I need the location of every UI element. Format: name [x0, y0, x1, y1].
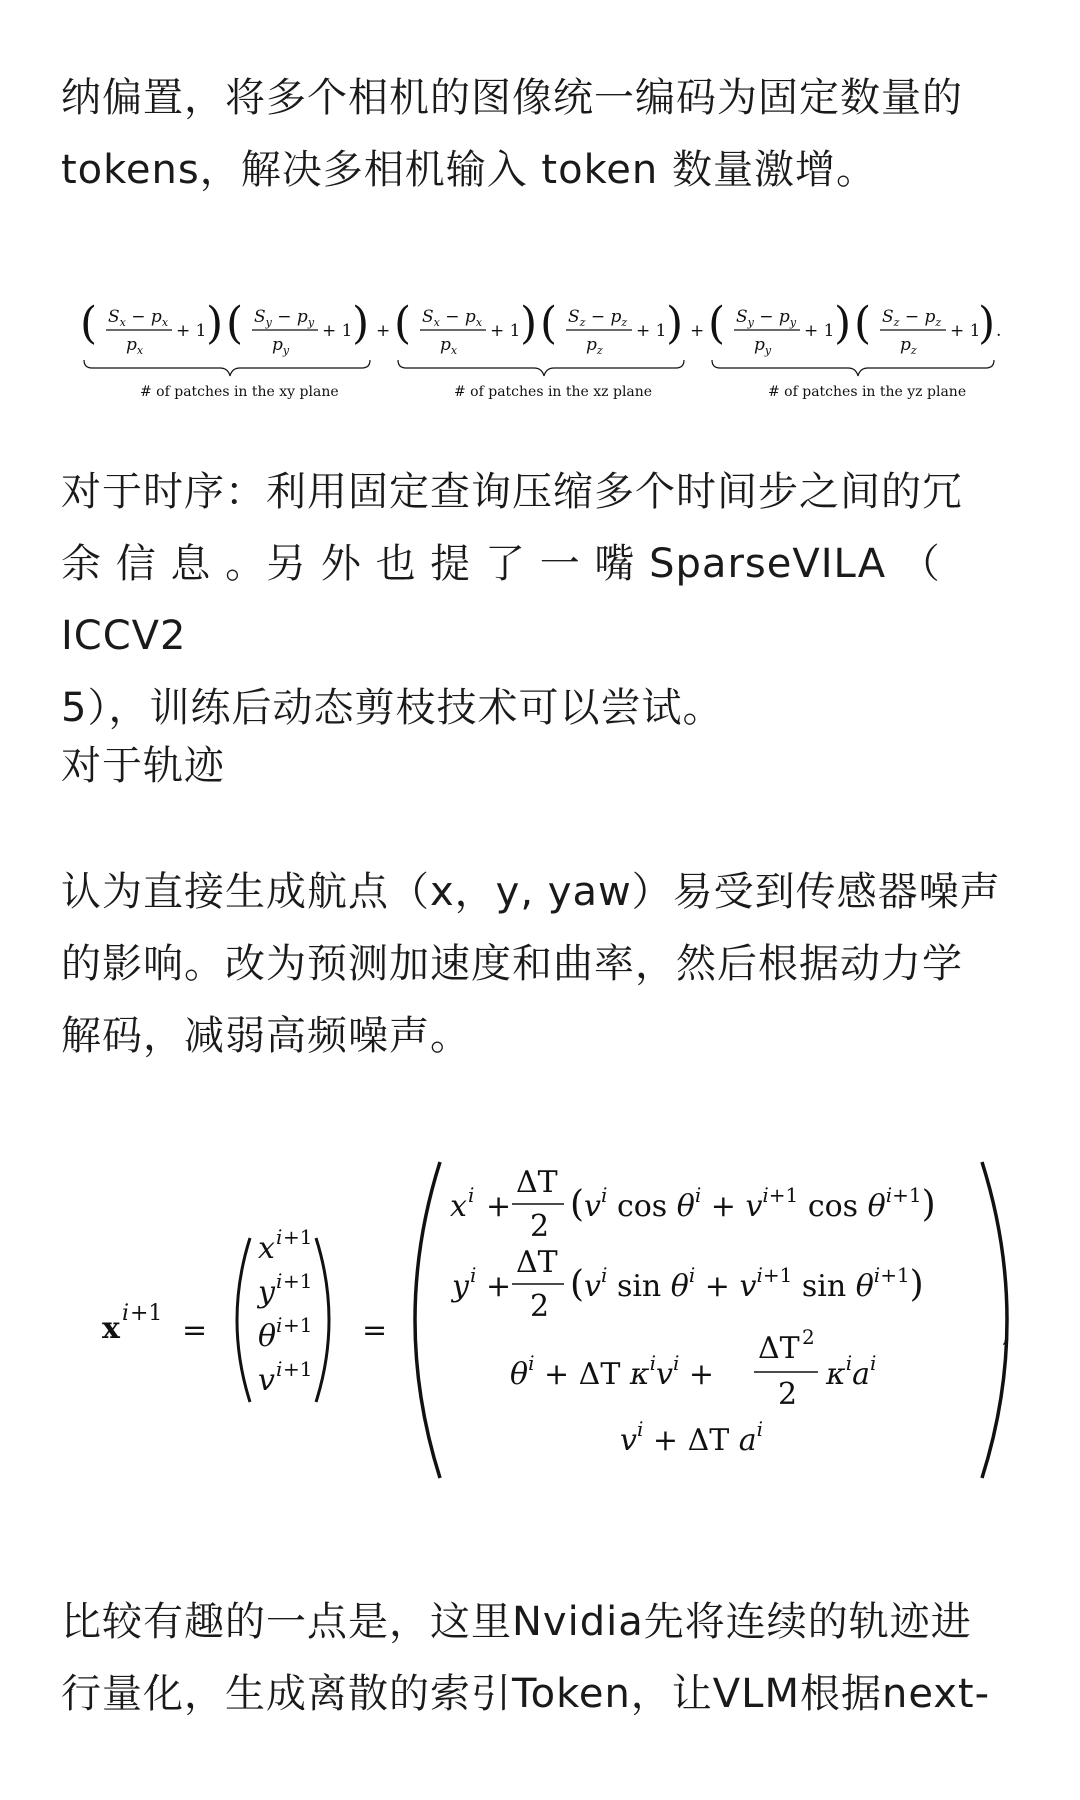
svg-text:2: 2 — [802, 1325, 815, 1349]
svg-text:.: . — [996, 321, 1002, 341]
svg-text:vi + ΔT ai: $v^i + \Delta T$ $a^i$ — [620, 1417, 764, 1458]
svg-text:Sx − px: $S_x - p_x$ — [108, 307, 169, 329]
svg-text:+1: +1 — [283, 1357, 313, 1381]
svg-text:,: , — [1002, 1323, 1009, 1348]
svg-text:v: v — [258, 1363, 275, 1398]
svg-text:+: + — [486, 1269, 512, 1304]
svg-text:py: $p_y$ — [754, 335, 772, 357]
p2-line3: 5），训练后动态剪枝技术可以尝试。 — [61, 685, 724, 731]
svg-text:): ) — [206, 298, 224, 349]
svg-text:+ 1: + 1 — [804, 321, 835, 341]
p4-line2: 的影响。改为预测加速度和曲率，然后根据动力学 — [61, 941, 963, 987]
svg-text:pz: $p_z$ — [586, 335, 603, 357]
svg-text:): ) — [666, 298, 684, 349]
p5-line1: 比较有趣的一点是，这里Nvidia先将连续的轨迹进 — [61, 1599, 972, 1645]
svg-text:+1: +1 — [283, 1313, 313, 1337]
svg-text:): ) — [520, 298, 538, 349]
svg-text:): ) — [834, 298, 852, 349]
svg-text:+ 1: + 1 — [636, 321, 667, 341]
svg-text:y: y — [258, 1275, 275, 1310]
p4-line1: 认为直接生成航点（x，y, yaw）易受到传感器噪声 — [61, 869, 1001, 915]
svg-text:+ 1: + 1 — [322, 321, 353, 341]
svg-text:): ) — [352, 298, 370, 349]
svg-text:(: ( — [540, 298, 558, 349]
svg-text:i: i — [276, 1225, 283, 1249]
svg-text:ΔT: ΔT — [516, 1245, 558, 1280]
svg-text:(: ( — [394, 298, 412, 349]
svg-text:(vi sin θi + vi+1 sin θi+1): ($v^i$ $\sin \theta^i + v^{i+1}$ $\sin \theta^{i+1}$) — [570, 1263, 924, 1305]
svg-text:(: ( — [708, 298, 726, 349]
brace-label-xy: # of patches in the xy plane — [140, 384, 339, 400]
svg-text:x: x — [102, 1311, 120, 1346]
svg-text:2: 2 — [530, 1289, 550, 1324]
svg-text:θi + ΔT κivi +: $\theta^i + \Delta T$ $\kappa^iv^i$ + — [510, 1351, 715, 1392]
svg-text:pz: $p_z$ — [900, 335, 917, 357]
svg-text:+: + — [690, 321, 705, 341]
kinematic-formula — [90, 1150, 1030, 1490]
svg-text:+: + — [376, 321, 391, 341]
p1-line2: tokens，解决多相机输入 token 数量激增。 — [61, 147, 877, 193]
svg-text:Sy − py: $S_y - p_y$ — [736, 307, 797, 329]
svg-text:+ 1: + 1 — [176, 321, 207, 341]
svg-text:(: ( — [80, 298, 98, 349]
svg-text:ΔT: ΔT — [516, 1165, 558, 1200]
brace-label-yz: # of patches in the yz plane — [768, 384, 967, 400]
svg-text:+: + — [486, 1189, 512, 1224]
svg-text:Sx − px: $S_x - p_x$ — [422, 307, 483, 329]
svg-text:+1: +1 — [130, 1301, 163, 1326]
svg-text:py: $p_y$ — [272, 335, 290, 357]
svg-text:i: i — [122, 1301, 130, 1326]
svg-text:2: 2 — [778, 1377, 798, 1412]
svg-text:(: ( — [226, 298, 244, 349]
svg-text:px: $p_x$ — [440, 335, 458, 357]
svg-text:i: i — [468, 1183, 475, 1207]
svg-text:Sy − py: $S_y - p_y$ — [254, 307, 315, 329]
p2-line1: 对于时序：利用固定查询压缩多个时间步之间的冗 — [61, 469, 963, 515]
svg-text:2: 2 — [530, 1209, 550, 1244]
paragraph-2 — [61, 456, 1021, 744]
svg-text:=: = — [362, 1313, 388, 1348]
p3-text: 对于轨迹 — [61, 743, 225, 789]
p5-line2: 行量化，生成离散的索引Token，让VLM根据next- — [61, 1671, 991, 1717]
svg-text:i: i — [276, 1269, 283, 1293]
svg-text:Sz − pz: $S_z - p_z$ — [568, 307, 628, 329]
svg-text:(: ( — [854, 298, 872, 349]
svg-text:+1: +1 — [283, 1269, 313, 1293]
svg-text:(vi cos θi + vi+1 cos θi+1): ($v^i$ $\cos \theta^i + v^{i+1}$ $\cos \theta^{i+1}$) — [570, 1183, 936, 1225]
p4-line3: 解码，减弱高频噪声。 — [61, 1013, 471, 1059]
svg-text:y: y — [452, 1269, 469, 1304]
svg-text:px: $p_x$ — [126, 335, 144, 357]
paragraph-4 — [61, 856, 1021, 1072]
paragraph-3-heading — [61, 730, 1021, 802]
svg-text:Sz − pz: $S_z - p_z$ — [882, 307, 942, 329]
svg-text:+ 1: + 1 — [950, 321, 981, 341]
brace-label-xz: # of patches in the xz plane — [454, 384, 653, 400]
svg-text:=: = — [182, 1313, 208, 1348]
patch-count-formula — [80, 290, 1010, 400]
svg-text:κiai: $\kappa^ia^i$ — [826, 1351, 877, 1392]
svg-text:+1: +1 — [283, 1225, 313, 1249]
paragraph-5 — [61, 1586, 1021, 1730]
svg-text:x: x — [450, 1189, 467, 1224]
svg-text:i: i — [470, 1263, 477, 1287]
svg-text:θ: θ — [258, 1319, 277, 1354]
svg-text:x: x — [258, 1231, 275, 1266]
paragraph-1 — [61, 62, 1021, 206]
svg-text:i: i — [276, 1357, 283, 1381]
svg-text:i: i — [276, 1313, 283, 1337]
p1-line1: 纳偏置，将多个相机的图像统一编码为固定数量的 — [61, 75, 963, 121]
svg-text:+ 1: + 1 — [490, 321, 521, 341]
svg-text:ΔT: ΔT — [758, 1331, 800, 1366]
svg-text:): ) — [978, 298, 996, 349]
p2-line2: 余 信 息 。另 外 也 提 了 一 嘴 SparseVILA （ ICCV2 — [61, 541, 941, 659]
